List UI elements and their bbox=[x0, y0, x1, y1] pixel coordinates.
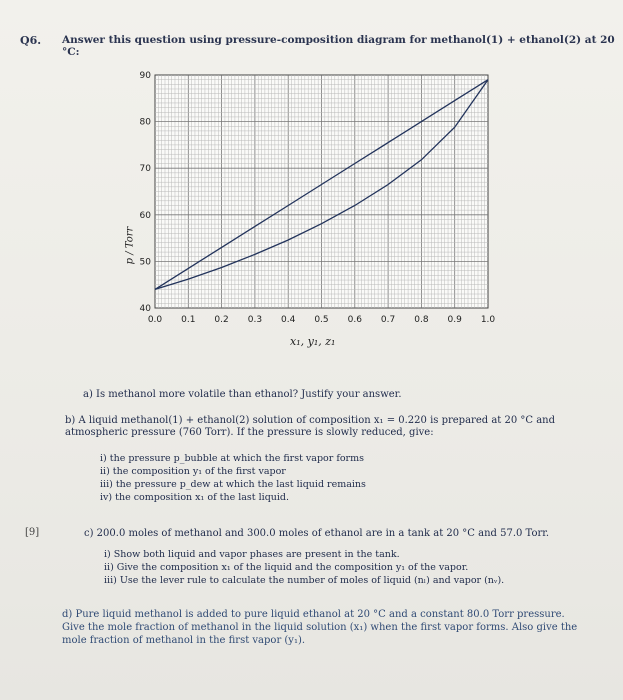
chart-svg bbox=[100, 60, 500, 380]
x-tick-label: 0.0 bbox=[147, 315, 163, 325]
part-a: a) Is methanol more volatile than ethanol? Justify your answer. bbox=[83, 389, 402, 400]
y-tick-label: 50 bbox=[139, 257, 151, 268]
x-tick-label: 0.6 bbox=[347, 315, 362, 325]
y-tick-label: 80 bbox=[139, 117, 151, 128]
x-axis-label: x₁, y₁, z₁ bbox=[290, 335, 336, 348]
part-b bbox=[65, 415, 585, 439]
x-tick-label: 0.9 bbox=[447, 315, 462, 325]
part-c-item: iii) Use the lever rule to calculate the number of moles of liquid (nₗ) and vapor (nᵥ). bbox=[104, 575, 505, 586]
part-d: d) Pure liquid methanol is added to pure liquid ethanol at 20 °C and a constant 80.0 Torr pressure. Give the mole fraction of methanol in the liquid solution (x₁) when the first vapor forms. Also give the mole fraction of methanol in the first vapor (y₁). bbox=[62, 609, 578, 646]
pressure-composition-chart bbox=[100, 60, 500, 380]
part-b-item: iv) the composition x₁ of the last liquid. bbox=[100, 492, 290, 503]
part-b-intro: b) A liquid methanol(1) + ethanol(2) solution of composition x₁ = 0.220 is prepared at 20 °C and atmospheric pressure (760 Torr). If the pressure is slowly reduced, give: bbox=[65, 415, 556, 438]
part-b-item: iii) the pressure p_dew at which the last liquid remains bbox=[100, 479, 366, 490]
part-b-item: ii) the composition y₁ of the first vapor bbox=[100, 466, 286, 477]
question-title: Answer this question using pressure-composition diagram for methanol(1) + ethanol(2) at 20 °C: bbox=[62, 34, 615, 58]
x-tick-label: 0.4 bbox=[281, 315, 296, 325]
y-tick-label: 40 bbox=[139, 304, 151, 314]
x-tick-label: 0.1 bbox=[181, 315, 196, 325]
part-c-item: ii) Give the composition x₁ of the liquid and the composition y₁ of the vapor. bbox=[104, 562, 469, 573]
part-b-item: i) the pressure p_bubble at which the first vapor forms bbox=[100, 453, 364, 464]
x-tick-label: 0.5 bbox=[314, 315, 329, 325]
y-tick-label: 60 bbox=[139, 210, 151, 221]
y-axis-label: p / Torr bbox=[124, 226, 136, 265]
x-tick-label: 0.3 bbox=[247, 315, 263, 325]
x-tick-label: 0.7 bbox=[380, 315, 396, 325]
part-c-item: i) Show both liquid and vapor phases are present in the tank. bbox=[104, 549, 400, 560]
x-tick-label: 0.2 bbox=[214, 315, 229, 325]
y-tick-label: 90 bbox=[139, 71, 151, 81]
x-tick-label: 1.0 bbox=[480, 315, 496, 325]
x-tick-label: 0.8 bbox=[414, 315, 429, 325]
question-number: Q6. bbox=[20, 34, 42, 47]
part-c-intro: c) 200.0 moles of methanol and 300.0 moles of ethanol are in a tank at 20 °C and 57.0 Torr. bbox=[84, 528, 550, 539]
marks-badge: [9] bbox=[25, 527, 40, 538]
y-tick-label: 70 bbox=[139, 164, 151, 175]
